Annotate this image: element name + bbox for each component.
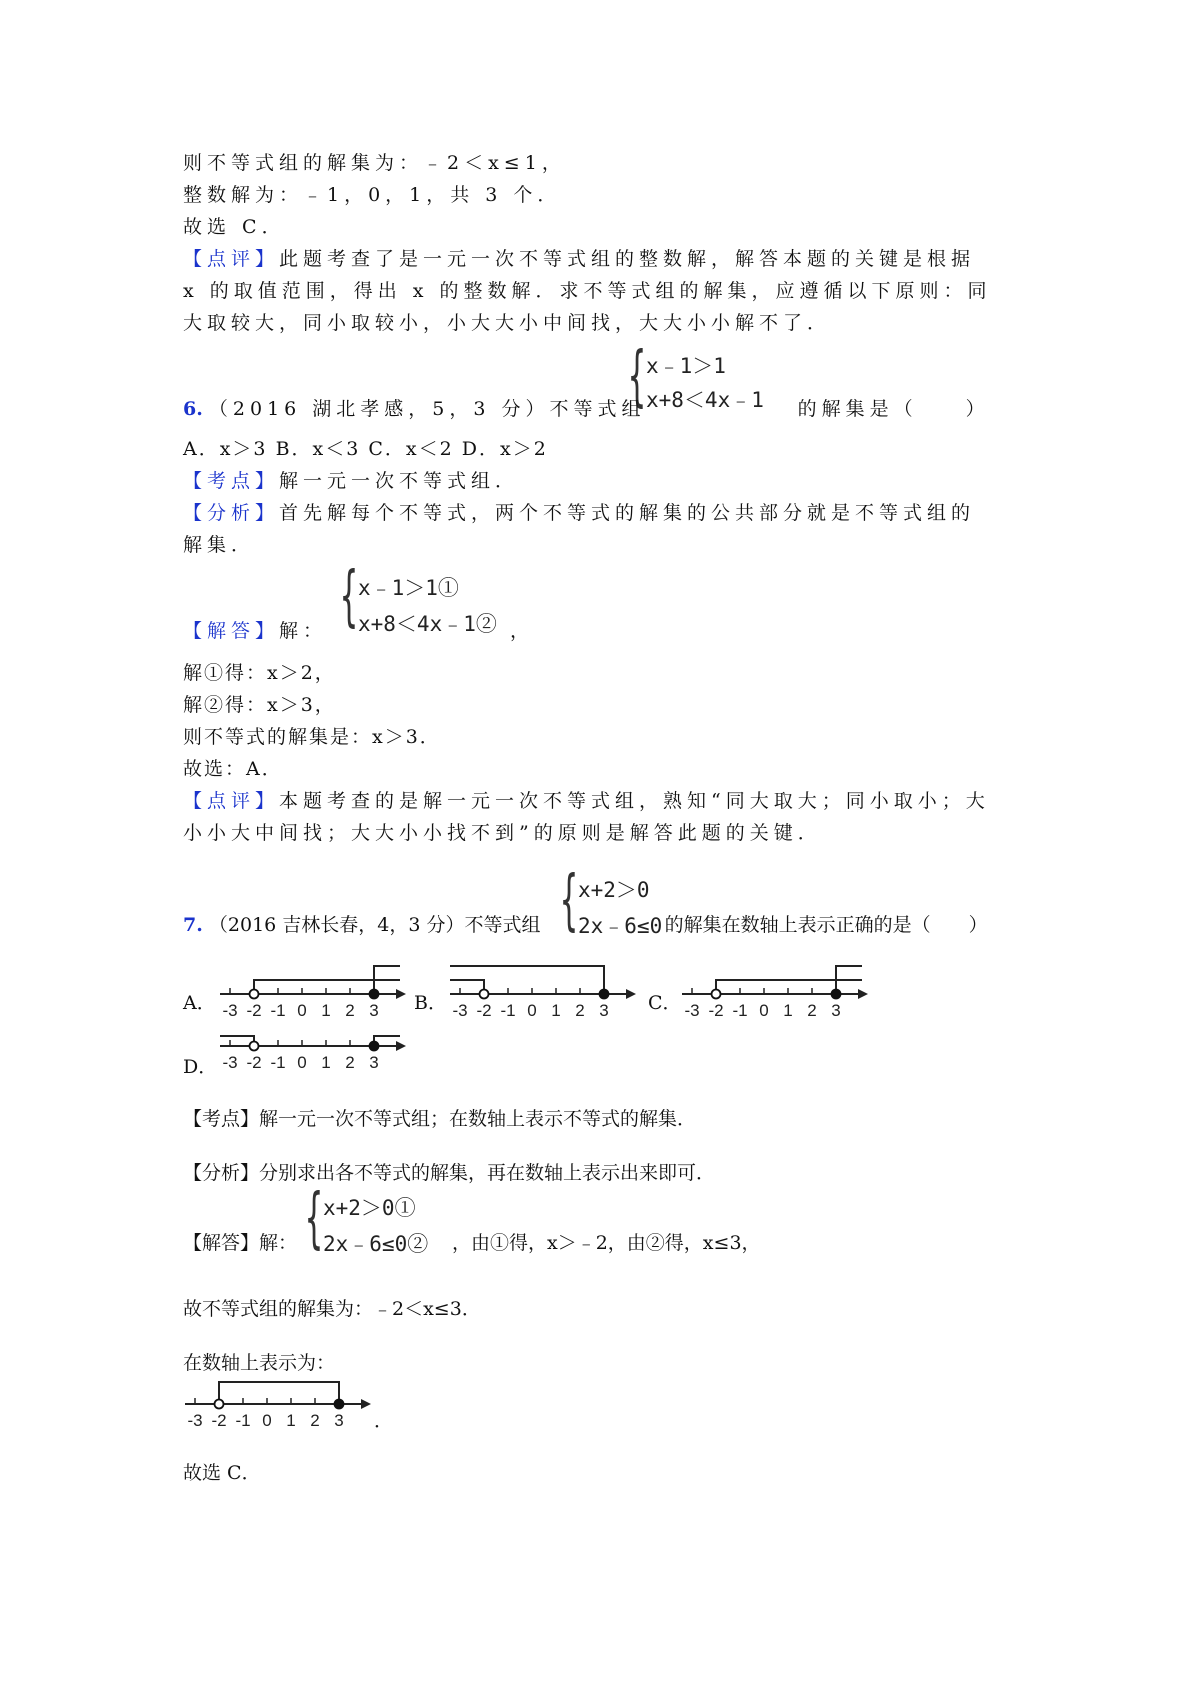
review-text: 本题考查的是解一元一次不等式组，熟知“同大取大；同小取小；大 (279, 790, 990, 812)
tick-label: 2 (807, 1001, 817, 1020)
brace-icon: { (340, 557, 358, 634)
tick-label: 0 (759, 1001, 769, 1020)
number-line-option-a (218, 964, 408, 1026)
stem-text: 的解集在数轴上表示正确的是（ ） (664, 914, 988, 936)
number-line-option-d (218, 1026, 408, 1076)
inequality-system-q6-solution (340, 557, 510, 646)
inequality-system-q7-solution (305, 1179, 445, 1264)
tick-label: -3 (452, 1001, 468, 1020)
tick-label: -1 (270, 1053, 286, 1072)
open-endpoint (250, 1042, 259, 1051)
tick-label: 3 (369, 1053, 379, 1072)
stem-text: 的解集是（ ） (797, 398, 990, 420)
tick-label: 0 (297, 1053, 307, 1072)
tick-label: -2 (708, 1001, 724, 1020)
option-a-label: A． (183, 992, 216, 1014)
tick-label: 2 (575, 1001, 585, 1020)
tick-label: -3 (222, 1001, 238, 1020)
tick-label: 1 (286, 1411, 296, 1430)
text-line: 故选 C． (183, 1462, 261, 1484)
closed-endpoint (832, 990, 841, 999)
tick-label: -2 (476, 1001, 492, 1020)
tick-label: 1 (321, 1001, 331, 1020)
tick-label: -2 (246, 1001, 262, 1020)
kaodian: 【考点】解一元一次不等式组；在数轴上表示不等式的解集． (183, 1108, 697, 1130)
text-line: 故选 C． (183, 216, 286, 238)
text-line: 解②得：x＞3， (183, 694, 336, 716)
open-endpoint (480, 990, 489, 999)
kaodian (183, 468, 519, 494)
options-line: A．x＞3 B．x＜3 C．x＜2 D．x＞2 (183, 438, 548, 460)
arrow-icon (858, 989, 868, 999)
number-line-answer (183, 1374, 373, 1436)
tick-label: 0 (297, 1001, 307, 1020)
brace-icon: { (628, 337, 646, 414)
text-line: 在数轴上表示为： (183, 1352, 336, 1374)
text-line: 则不等式的解集是：x＞3． (183, 726, 441, 748)
fenxi (183, 500, 975, 526)
option-d-label: D． (183, 1056, 218, 1078)
open-endpoint (712, 990, 721, 999)
tick-label: 3 (599, 1001, 609, 1020)
review-text: 此题考查了是一元一次不等式组的整数解，解答本题的关键是根据 (279, 248, 976, 270)
tick-label: -1 (500, 1001, 516, 1020)
text-line: 故不等式组的解集为：﹣2＜x≤3． (183, 1298, 481, 1320)
jieda-text: 解： (279, 620, 328, 642)
arrow-icon (396, 1041, 406, 1051)
arrow-icon (626, 989, 636, 999)
review-paragraph (183, 788, 990, 814)
system-row: x﹣1＞1 (646, 354, 726, 378)
system-row: x+8＜4x﹣1② (358, 612, 497, 636)
jieda-b: ，由①得，x＞﹣2，由②得，x≤3， (452, 1232, 761, 1254)
kaodian-tag: 【考点】 (183, 470, 280, 492)
text-line: 解①得：x＞2， (183, 662, 336, 684)
question-7-stem (183, 912, 988, 938)
system-row: x+8＜4x﹣1 (646, 388, 764, 412)
comma: ， (510, 620, 530, 642)
text-line: 整数解为：﹣1，0，1，共 3 个． (183, 184, 562, 206)
period: ． (374, 1410, 394, 1432)
system-row: x﹣1＞1① (358, 576, 459, 600)
jieda-a: 【解答】解： (183, 1232, 298, 1254)
tick-label: 1 (783, 1001, 793, 1020)
closed-endpoint (600, 990, 609, 999)
tick-label: -1 (732, 1001, 748, 1020)
tick-label: -3 (684, 1001, 700, 1020)
system-row: x+2＞0① (323, 1196, 416, 1220)
open-endpoint (215, 1400, 224, 1409)
tick-label: 1 (551, 1001, 561, 1020)
question-6-stem (183, 396, 990, 422)
number-line-option-c (680, 964, 870, 1026)
solution-bracket (450, 980, 484, 994)
text-line: 大取较大，同小取较小，小大大小中间找，大大小小解不了． (183, 312, 832, 334)
closed-endpoint (370, 1042, 379, 1051)
tick-label: 2 (310, 1411, 320, 1430)
tick-label: -1 (235, 1411, 251, 1430)
text-line: 则不等式组的解集为：﹣2＜x≤1， (183, 152, 566, 174)
tick-label: 2 (345, 1053, 355, 1072)
question-number: 7. (183, 914, 203, 936)
tick-label: -3 (222, 1053, 238, 1072)
review-tag: 【点评】 (183, 248, 280, 270)
jieda (183, 618, 327, 644)
arrow-icon (396, 989, 406, 999)
system-row: 2x﹣6≤0 (578, 914, 663, 938)
brace-icon: { (305, 1179, 323, 1256)
tick-label: 3 (334, 1411, 344, 1430)
fenxi: 【分析】分别求出各不等式的解集，再在数轴上表示出来即可． (183, 1162, 716, 1184)
fenxi-tag: 【分析】 (183, 502, 280, 524)
text-line: x 的取值范围，得出 x 的整数解．求不等式组的解集，应遵循以下原则：同 (183, 280, 992, 302)
solution-bracket (219, 1382, 339, 1404)
review-paragraph (183, 246, 975, 272)
tick-label: -1 (270, 1001, 286, 1020)
question-number: 6. (183, 398, 203, 420)
open-endpoint (250, 990, 259, 999)
text-line: 故选：A． (183, 758, 283, 780)
option-c-label: C． (648, 992, 682, 1014)
number-line-option-b (448, 964, 638, 1026)
tick-label: 0 (527, 1001, 537, 1020)
tick-label: 1 (321, 1053, 331, 1072)
tick-label: -2 (246, 1053, 262, 1072)
tick-label: 0 (262, 1411, 272, 1430)
tick-label: 3 (831, 1001, 841, 1020)
tick-label: -3 (187, 1411, 203, 1430)
text-line: 解集． (183, 534, 256, 556)
closed-endpoint (370, 990, 379, 999)
tick-label: -2 (211, 1411, 227, 1430)
closed-endpoint (335, 1400, 344, 1409)
tick-label: 2 (345, 1001, 355, 1020)
stem-text: （2016 吉林长春，4，3 分）不等式组 (208, 914, 541, 936)
kaodian-text: 解一元一次不等式组． (279, 470, 520, 492)
tick-label: 3 (369, 1001, 379, 1020)
review-tag: 【点评】 (183, 790, 280, 812)
option-b-label: B． (414, 992, 447, 1014)
jieda-tag: 【解答】 (183, 620, 280, 642)
stem-text: （2016 湖北孝感，5，3 分）不等式组 (208, 398, 646, 420)
fenxi-text: 首先解每个不等式，两个不等式的解集的公共部分就是不等式组的 (279, 502, 976, 524)
arrow-icon (361, 1399, 371, 1409)
system-row: x+2＞0 (578, 878, 650, 902)
system-row: 2x﹣6≤0② (323, 1232, 429, 1256)
text-line: 小小大中间找；大大小小找不到”的原则是解答此题的关键． (183, 822, 822, 844)
brace-icon: { (560, 861, 578, 938)
